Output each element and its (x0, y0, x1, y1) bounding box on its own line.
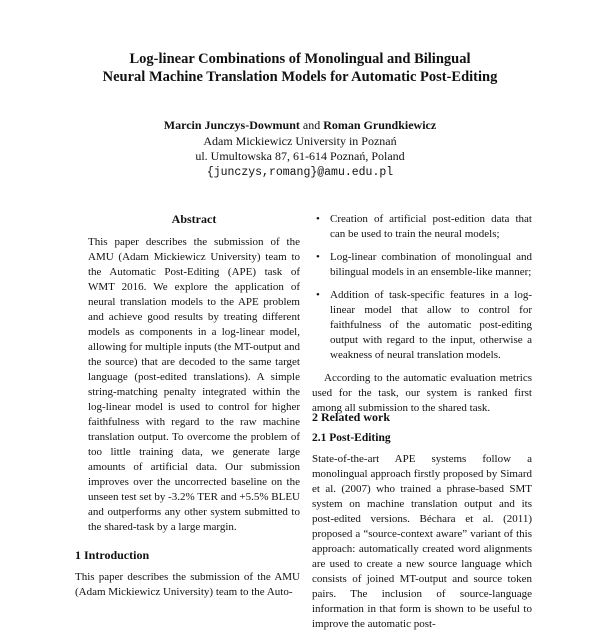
related-work-section (312, 452, 532, 632)
intro-text: This paper describes the submission of the AMU (Adam Mickiewicz University) team to the Auto- (75, 571, 300, 598)
title-line-2: Neural Machine Translation Models for Automatic Post-Editing (102, 69, 498, 85)
intro-heading: 1 Introduction (75, 548, 150, 562)
author-block (0, 118, 600, 180)
author-1: Marcin Junczys-Dowmunt (163, 118, 300, 132)
intro-section (75, 570, 300, 600)
bullet-text: Log-linear combination of monolingual and bilingual models in an ensemble-like manner; (330, 251, 532, 278)
address: ul. Umultowska 87, 61-614 Poznań, Poland (195, 149, 405, 163)
right-column (312, 212, 532, 416)
ranking-paragraph: According to the automatic evaluation metrics used for the task, our system is ranked first among all submission to the shared task. (312, 372, 532, 414)
post-editing-heading: 2.1 Post-Editing (312, 432, 391, 444)
related-work-text: State-of-the-art APE systems follow a monolingual approach firstly proposed by Simard et al. (2007) who trained a phrase-based SMT system on machine translation output and its post-edited versions. Béchara et al. (2011) proposed a “source-context aware” variant of this approach: automatically created word alignments are used to create a new source language which consists of joined MT-output and source token pairs. The inclusion of source-language information in that form is shown to be useful to improve the automatic post- (312, 453, 532, 630)
email: {junczys,romang}@amu.edu.pl (206, 165, 394, 179)
bullet-icon: • (316, 251, 320, 263)
abstract-heading: Abstract (171, 212, 217, 226)
bullet-icon: • (316, 213, 320, 225)
related-work-heading: 2 Related work (312, 410, 390, 424)
list-item (312, 250, 532, 280)
author-and: and (302, 118, 321, 132)
author-2: Roman Grundkiewicz (323, 118, 437, 132)
contribution-list (312, 212, 532, 363)
list-item (312, 288, 532, 363)
list-item (312, 212, 532, 242)
abstract-text: This paper describes the submission of the AMU (Adam Mickiewicz University) team to the Automatic Post-Editing (APE) task of WMT 2016. We explore the application of neural translation models to the APE problem and achieve good results by treating different models as components in a log-linear model, allowing for multiple inputs (the MT-output and the source) that are decoded to the same target language (post-edited translations). A simple string-matching penalty integrated within the log-linear model is used to control for higher faithfulness with regard to the raw machine translation output. To overcome the problem of too little training data, we generate large amounts of artificial data. Our submission improves over the uncorrected baseline on the unseen test set by -3.2% TER and +5.5% BLEU and outperforms any other system submitted to the shared-task by a large margin. (88, 236, 300, 533)
affiliation: Adam Mickiewicz University in Poznań (203, 133, 397, 148)
title-line-1: Log-linear Combinations of Monolingual and Bilingual (129, 51, 471, 67)
abstract-section (88, 212, 300, 535)
bullet-icon: • (316, 289, 320, 301)
paper-title (0, 50, 600, 86)
bullet-text: Creation of artificial post-edition data that can be used to train the neural models; (330, 213, 532, 240)
bullet-text: Addition of task-specific features in a log-linear model that allow to control for faithfulness of the automatic post-editing output with regard to the input, otherwise a weakness of neural translation models. (330, 289, 532, 361)
author-names (0, 118, 600, 134)
